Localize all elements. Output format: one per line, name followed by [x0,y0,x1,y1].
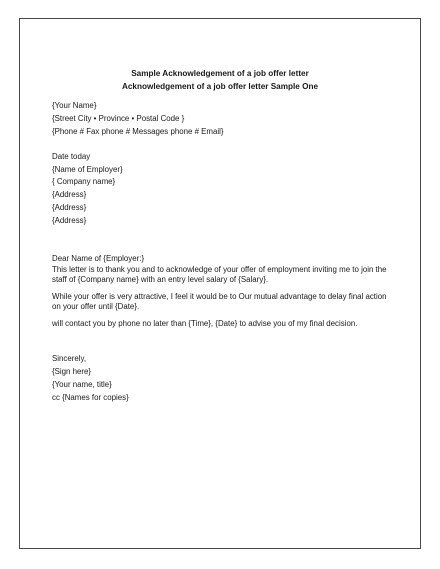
paragraph-contact: will contact you by phone no later than {Time}, {Date} to advise you of my final decision. [52,318,358,328]
closing-block [52,353,397,404]
letter-date: Date today [52,151,91,161]
recipient-address: {Address} [52,190,87,200]
recipient-block [52,164,397,228]
letter-titles [20,67,420,93]
name-title: {Your name, title} [52,380,112,390]
recipient-employer: {Name of Employer} [52,164,123,174]
letter-page [19,18,421,549]
recipient-address: {Address} [52,203,87,213]
recipient-address: {Address} [52,215,87,225]
salutation: Dear Name of {Employer:} [52,253,145,263]
sender-name: {Your Name} [52,101,97,110]
recipient-company: { Company name} [52,177,116,187]
sender-contact: {Phone # Fax phone # Messages phone # Email} [52,126,224,136]
sender-block [52,100,397,138]
sender-address: {Street City • Province • Postal Code } [52,113,185,123]
signature: {Sign here} [52,367,92,377]
letter-subtitle: Acknowledgement of a job offer letter Sample One [121,82,319,91]
paragraph-thanks: This letter is to thank you and to acknowledge of your offer of employment inviting me to join the staff of {Company name} with an entry level salary of {Salary}. [52,265,387,285]
closing: Sincerely, [52,354,87,364]
paragraph-delay: While your offer is very attractive, I feel it would be to Our mutual advantage to delay final action on your offer until {Date}. [52,292,387,311]
cc-line: cc {Names for copies} [52,392,129,402]
letter-body [52,100,397,405]
letter-title: Sample Acknowledgement of a job offer letter [131,69,309,78]
